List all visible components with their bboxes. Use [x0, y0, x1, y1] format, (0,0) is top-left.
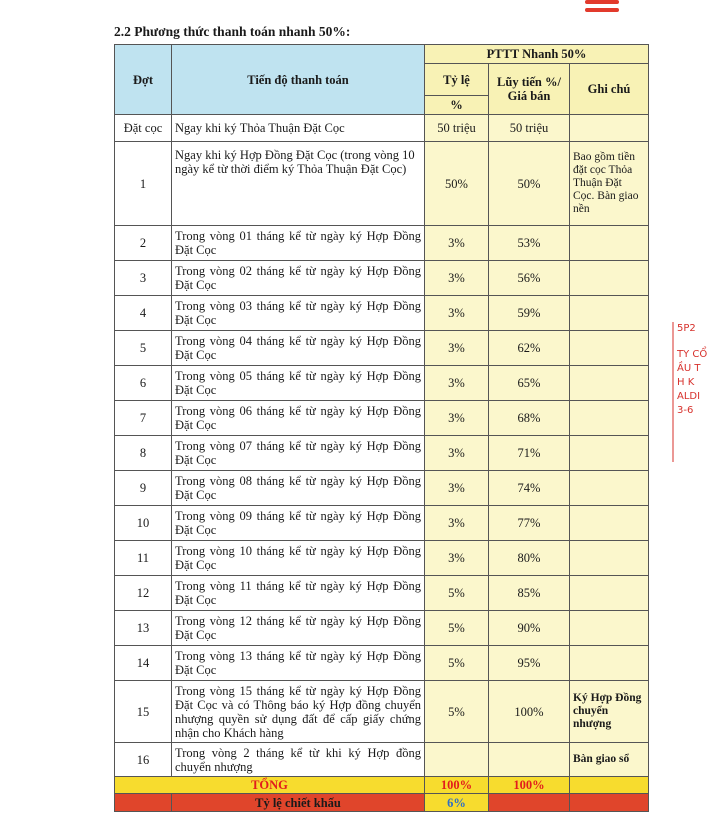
row-cumulative: 77% [489, 506, 570, 541]
row-description: Trong vòng 11 tháng kể từ ngày ký Hợp Đồng Đặt Cọc [172, 576, 425, 611]
total-rate: 100% [425, 777, 489, 794]
stamp-line: TY CỔ [677, 349, 707, 360]
row-rate: 3% [425, 471, 489, 506]
total-cumulative: 100% [489, 777, 570, 794]
row-cumulative: 68% [489, 401, 570, 436]
row-note [570, 471, 649, 506]
table-row [115, 506, 649, 541]
table-row [115, 296, 649, 331]
row-dot: 1 [115, 142, 172, 226]
table-row [115, 115, 649, 142]
row-rate: 5% [425, 576, 489, 611]
table-row [115, 331, 649, 366]
table-row [115, 436, 649, 471]
row-note [570, 646, 649, 681]
row-rate: 3% [425, 261, 489, 296]
row-rate: 3% [425, 541, 489, 576]
row-note: Bao gồm tiền đặt cọc Thỏa Thuận Đặt Cọc. Bàn giao nền [570, 142, 649, 226]
row-note [570, 261, 649, 296]
row-dot: 9 [115, 471, 172, 506]
table-row [115, 142, 649, 226]
row-rate: 5% [425, 646, 489, 681]
company-stamp [672, 322, 707, 462]
row-dot: 8 [115, 436, 172, 471]
row-dot: 14 [115, 646, 172, 681]
row-dot: 5 [115, 331, 172, 366]
row-note [570, 331, 649, 366]
row-description: Trong vòng 07 tháng kể từ ngày ký Hợp Đồng Đặt Cọc [172, 436, 425, 471]
row-cumulative: 50 triệu [489, 115, 570, 142]
discount-row [115, 794, 649, 812]
row-note [570, 576, 649, 611]
row-description: Trong vòng 02 tháng kể từ ngày ký Hợp Đồng Đặt Cọc [172, 261, 425, 296]
row-description: Trong vòng 03 tháng kể từ ngày ký Hợp Đồng Đặt Cọc [172, 296, 425, 331]
table-row [115, 471, 649, 506]
row-rate: 3% [425, 331, 489, 366]
row-rate: 5% [425, 611, 489, 646]
total-row [115, 777, 649, 794]
row-cumulative: 50% [489, 142, 570, 226]
row-note [570, 611, 649, 646]
row-description: Trong vòng 09 tháng kể từ ngày ký Hợp Đồng Đặt Cọc [172, 506, 425, 541]
header-payment-progress: Tiến độ thanh toán [172, 45, 425, 115]
row-rate: 3% [425, 366, 489, 401]
logo-fragment [585, 0, 619, 16]
row-note [570, 226, 649, 261]
row-note [570, 436, 649, 471]
row-cumulative: 85% [489, 576, 570, 611]
table-row [115, 576, 649, 611]
row-cumulative: 90% [489, 611, 570, 646]
row-description: Trong vòng 15 tháng kể từ ngày ký Hợp Đồng Đặt Cọc và có Thông báo ký Hợp đồng chuyển nhượng quyền sử dụng đất để cấp giấy chứng nhận cho Khách hàng [172, 681, 425, 743]
row-dot: 2 [115, 226, 172, 261]
table-row [115, 681, 649, 743]
row-note: Bàn giao sổ [570, 743, 649, 777]
row-description: Trong vòng 10 tháng kể từ ngày ký Hợp Đồng Đặt Cọc [172, 541, 425, 576]
row-dot: 3 [115, 261, 172, 296]
table-row [115, 366, 649, 401]
header-dot: Đợt [115, 45, 172, 115]
row-note [570, 401, 649, 436]
table-row [115, 646, 649, 681]
payment-schedule-table [114, 44, 649, 812]
total-note [570, 777, 649, 794]
row-description: Ngay khi ký Hợp Đồng Đặt Cọc (trong vòng 10 ngày kể từ thời điểm ký Thỏa Thuận Đặt Cọc) [172, 142, 425, 226]
row-dot: 10 [115, 506, 172, 541]
row-note [570, 115, 649, 142]
row-rate [425, 743, 489, 777]
row-description: Trong vòng 12 tháng kể từ ngày ký Hợp Đồng Đặt Cọc [172, 611, 425, 646]
row-description: Trong vòng 13 tháng kể từ ngày ký Hợp Đồng Đặt Cọc [172, 646, 425, 681]
stamp-line: 3-6 [677, 405, 694, 416]
row-rate: 50% [425, 142, 489, 226]
row-dot: 16 [115, 743, 172, 777]
header-note: Ghi chú [570, 64, 649, 115]
row-cumulative: 71% [489, 436, 570, 471]
row-dot: 12 [115, 576, 172, 611]
row-rate: 3% [425, 436, 489, 471]
row-cumulative: 80% [489, 541, 570, 576]
row-dot: 13 [115, 611, 172, 646]
row-rate: 3% [425, 226, 489, 261]
table-row [115, 401, 649, 436]
stamp-line: ẦU T [677, 363, 701, 374]
row-note [570, 296, 649, 331]
row-description: Trong vòng 05 tháng kể từ ngày ký Hợp Đồng Đặt Cọc [172, 366, 425, 401]
row-rate: 3% [425, 296, 489, 331]
total-label: TỔNG [115, 777, 425, 794]
row-dot: Đặt cọc [115, 115, 172, 142]
row-dot: 7 [115, 401, 172, 436]
row-dot: 6 [115, 366, 172, 401]
discount-label: Tỷ lệ chiết khấu [172, 794, 425, 812]
row-description: Trong vòng 08 tháng kể từ ngày ký Hợp Đồng Đặt Cọc [172, 471, 425, 506]
discount-note [570, 794, 649, 812]
row-note [570, 541, 649, 576]
row-rate: 3% [425, 401, 489, 436]
discount-value: 6% [425, 794, 489, 812]
row-rate: 5% [425, 681, 489, 743]
row-cumulative: 65% [489, 366, 570, 401]
row-description: Trong vòng 06 tháng kể từ ngày ký Hợp Đồng Đặt Cọc [172, 401, 425, 436]
stamp-line: ALDI [677, 391, 701, 402]
row-cumulative: 95% [489, 646, 570, 681]
header-cumulative: Lũy tiến %/ Giá bán [489, 64, 570, 115]
discount-blank [115, 794, 172, 812]
table-row [115, 261, 649, 296]
stamp-line: 5P2 [677, 323, 696, 334]
row-description: Trong vòng 2 tháng kể từ khi ký Hợp đồng chuyển nhượng [172, 743, 425, 777]
row-dot: 4 [115, 296, 172, 331]
row-cumulative [489, 743, 570, 777]
header-rate-unit: % [425, 96, 489, 115]
row-cumulative: 56% [489, 261, 570, 296]
row-cumulative: 59% [489, 296, 570, 331]
discount-cumulative [489, 794, 570, 812]
row-note [570, 506, 649, 541]
row-dot: 15 [115, 681, 172, 743]
row-description: Ngay khi ký Thỏa Thuận Đặt Cọc [172, 115, 425, 142]
header-rate: Tỷ lệ [425, 64, 489, 96]
row-rate: 3% [425, 506, 489, 541]
row-note: Ký Hợp Đồng chuyển nhượng [570, 681, 649, 743]
row-description: Trong vòng 04 tháng kể từ ngày ký Hợp Đồng Đặt Cọc [172, 331, 425, 366]
row-cumulative: 53% [489, 226, 570, 261]
table-row [115, 541, 649, 576]
section-title: 2.2 Phương thức thanh toán nhanh 50%: [114, 24, 351, 39]
row-rate: 50 triệu [425, 115, 489, 142]
row-cumulative: 74% [489, 471, 570, 506]
row-cumulative: 62% [489, 331, 570, 366]
row-dot: 11 [115, 541, 172, 576]
row-cumulative: 100% [489, 681, 570, 743]
row-description: Trong vòng 01 tháng kể từ ngày ký Hợp Đồng Đặt Cọc [172, 226, 425, 261]
table-row [115, 743, 649, 777]
header-group-fast-payment: PTTT Nhanh 50% [425, 45, 649, 64]
table-row [115, 226, 649, 261]
stamp-line: H K [677, 377, 695, 388]
row-note [570, 366, 649, 401]
table-row [115, 611, 649, 646]
